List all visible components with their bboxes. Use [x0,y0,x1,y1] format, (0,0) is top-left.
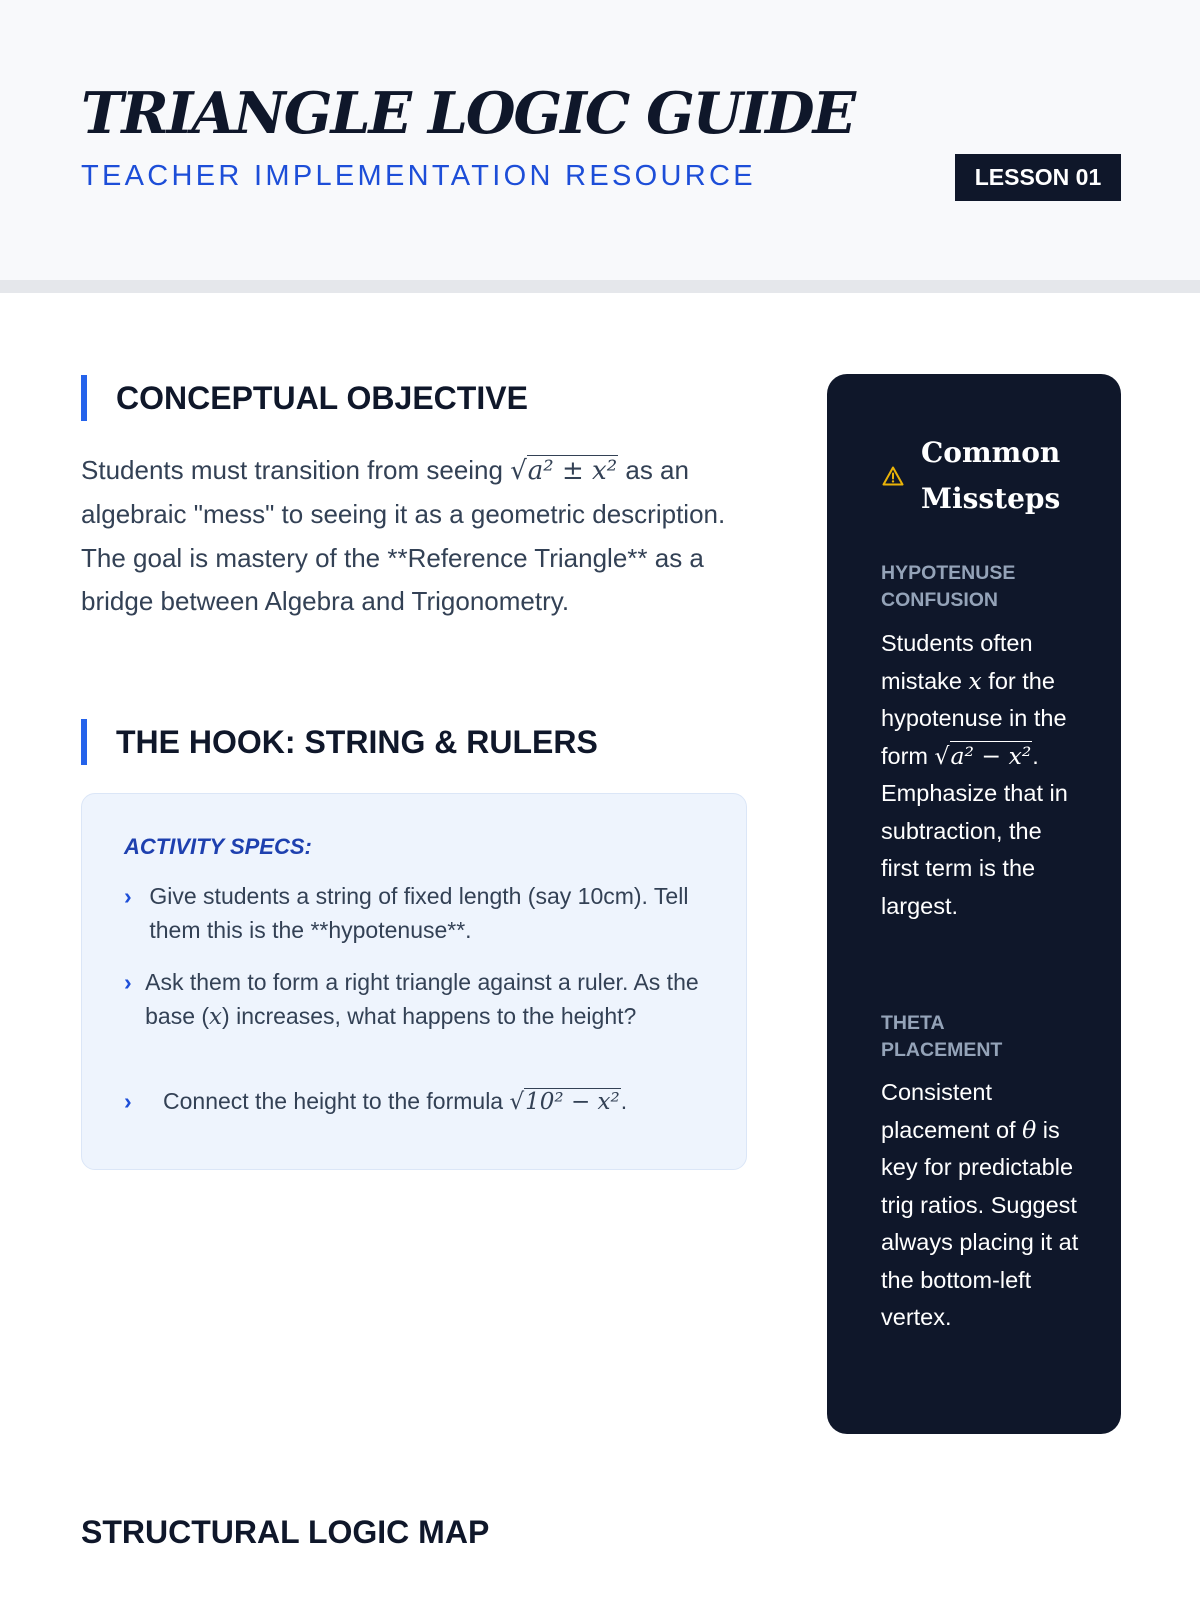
objective-text-after: as an algebraic "mess" to seeing it as a geometric description. The goal is mastery of the **Reference Triangle** as a bridge between Algebra and Trigonometry. [81,455,726,617]
missteps-title: Common Missteps [921,436,1061,515]
chevron-right-icon: › [124,883,132,909]
objective-text-before: Students must transition from seeing [81,455,503,485]
theta-placement-label: THETA PLACEMENT [881,1012,1003,1061]
sqrt-radicand: a² − x² [950,741,1032,770]
sqrt-radicand: a² ± x² [527,456,618,486]
page-title: TRIANGLE LOGIC GUIDE [81,80,855,147]
activity-item-text [163,1084,627,1119]
list-item [124,1084,714,1119]
hook-heading [81,719,598,765]
math-variable: x [968,666,982,695]
misstep-text: Students often mistake [881,630,1033,694]
list-item [124,965,714,1034]
page-header [0,0,1200,280]
activity-item-text-before: Connect the height to the formula [163,1088,504,1114]
math-variable: θ [1022,1115,1037,1144]
header-divider [0,280,1200,293]
misstep-text: for the hypotenuse in the form [881,667,1067,769]
activity-item-text: Give students a string of fixed length (say 10cm). Tell them this is the **hypotenuse**. [149,883,689,943]
objective-heading-text: CONCEPTUAL OBJECTIVE [116,379,528,416]
activity-item-text-after: . [620,1088,628,1114]
sqrt-expression: √a² ± x² [510,456,618,486]
misstep-text: is key for predictable trig ratios. Suggest always placing it at the bottom-left vertex. [881,1116,1079,1330]
hook-heading-text: THE HOOK: STRING & RULERS [116,723,598,760]
lesson-badge: LESSON 01 [955,154,1121,201]
missteps-card [827,374,1121,1434]
sqrt-expression: √a² − x² [934,741,1032,770]
chevron-right-icon: › [124,1088,132,1114]
misstep-text: Consistent placement of [881,1079,1016,1143]
sqrt-radicand: 10² − x² [525,1089,620,1115]
activity-item-text-before: Ask them to form a right triangle against a ruler. As the base ( [145,969,699,1029]
missteps-header [881,430,1071,522]
math-variable: x [209,1004,223,1030]
logic-map-heading: STRUCTURAL LOGIC MAP [81,1514,490,1550]
list-item [124,879,714,947]
objective-paragraph [81,449,761,624]
activity-item-text [145,965,714,1034]
warning-icon [881,464,905,488]
page-subtitle: TEACHER IMPLEMENTATION RESOURCE [81,160,756,192]
activity-title: ACTIVITY SPECS: [124,834,312,859]
theta-placement-text [881,1074,1081,1337]
objective-heading [81,375,528,421]
heading-accent-bar [81,375,87,421]
hypotenuse-confusion-label: HYPOTENUSE CONFUSION [881,562,1016,611]
sqrt-expression: √10² − x² [509,1089,620,1115]
activity-specs-box [81,793,747,1170]
heading-accent-bar [81,719,87,765]
activity-item-text-after: ) increases, what happens to the height? [222,1003,637,1029]
misstep-text: . Emphasize that in subtraction, the first term is the largest. [881,742,1068,919]
hypotenuse-confusion-text [881,625,1081,925]
chevron-right-icon: › [124,969,132,995]
